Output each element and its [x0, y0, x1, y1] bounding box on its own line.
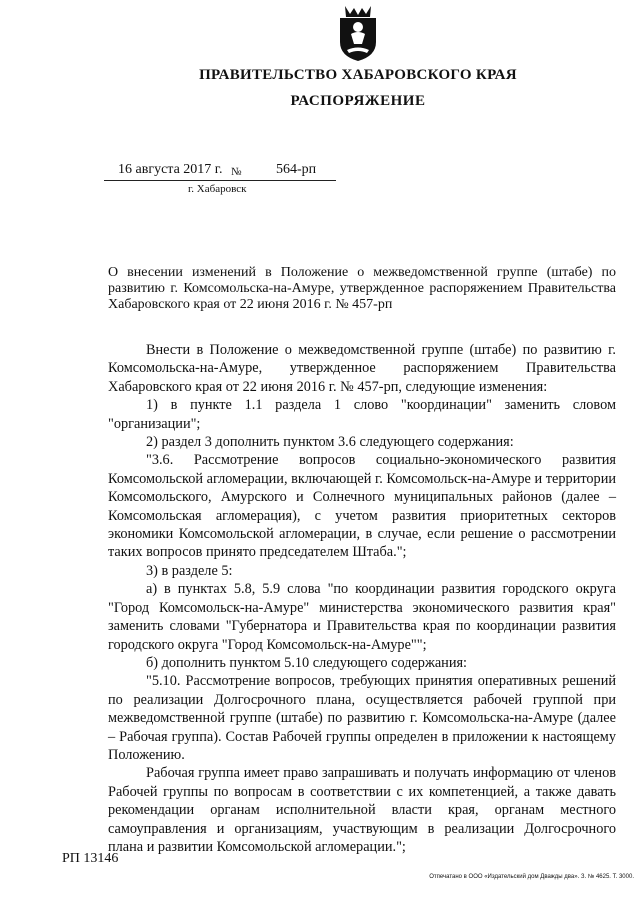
- document-date: 16 августа 2017 г.: [118, 162, 223, 177]
- paragraph: 1) в пункте 1.1 раздела 1 слово "координации" заменить словом "организации";: [108, 397, 616, 432]
- paragraph: "5.10. Рассмотрение вопросов, требующих принятия оперативных решений по реализации Долгосрочного плана, осуществляется рабочей группой при межведомственной группе (штабе) по развитию г. Комсомольска-на-Амуре (далее – Рабочая группа). Состав Рабочей группы определен в приложении к настоящему Положению.: [108, 673, 616, 763]
- date-number-line: [104, 162, 336, 181]
- paragraph: 3) в разделе 5:: [146, 562, 233, 579]
- document-city: г. Хабаровск: [188, 183, 247, 195]
- paragraph: "3.6. Рассмотрение вопросов социально-экономического развития Комсомольской агломерации, включающей г. Комсомольск-на-Амуре и территории Комсомольского, Амурского и Солнечного муниципальных районов (далее – Комсомольская агломерация), с учетом развития приоритетных секторов экономики Комсомольской агломерации, в случае, если решение о рассмотрении таких вопросов принято председателем Штаба.";: [108, 452, 616, 561]
- paragraph: Рабочая группа имеет право запрашивать и получать информацию от членов Рабочей группы по вопросам в соответствии с их компетенцией, а также давать рекомендации органам исполнительной власти края, органам местного самоуправления и организациям, участвующим в реализации Долгосрочного плана и развитии Комсомольской агломерации.";: [108, 765, 616, 855]
- document-type: РАСПОРЯЖЕНИЕ: [290, 93, 426, 109]
- document-body: [108, 341, 616, 856]
- coat-of-arms-icon: [337, 4, 379, 62]
- paragraph: а) в пунктах 5.8, 5.9 слова "по координации развития городского округа "Город Комсомольск-на-Амуре" министерства экономического развития края" заменить словами "Губернатора и Правительства края по координации развития городского округа "Город Комсомольск-на-Амуре"";: [108, 581, 616, 653]
- paragraph: б) дополнить пунктом 5.10 следующего содержания:: [146, 654, 468, 671]
- document-subject: О внесении изменений в Положение о межведомственной группе (штабе) по развитию г. Комсомольска-на-Амуре, утвержденное распоряжением Правительства Хабаровского края от 22 июня 2016 г. № 457-рп: [108, 265, 616, 312]
- document-number: 564-рп: [276, 162, 317, 177]
- printer-imprint: Отпечатано в ООО «Издательский дом Дважды два». З. № 4625. Т. 3000.: [429, 874, 634, 880]
- organization-title: ПРАВИТЕЛЬСТВО ХАБАРОВСКОГО КРАЯ: [199, 67, 517, 83]
- paragraph: 2) раздел 3 дополнить пунктом 3.6 следующего содержания:: [146, 434, 514, 451]
- number-sign: №: [231, 166, 242, 178]
- paragraph: Внести в Положение о межведомственной группе (штабе) по развитию г. Комсомольска-на-Амуре, утвержденное распоряжением Правительства Хабаровского края от 22 июня 2016 г. № 457-рп, следующие изменения:: [108, 342, 616, 395]
- footer-code: РП 13146: [62, 851, 119, 866]
